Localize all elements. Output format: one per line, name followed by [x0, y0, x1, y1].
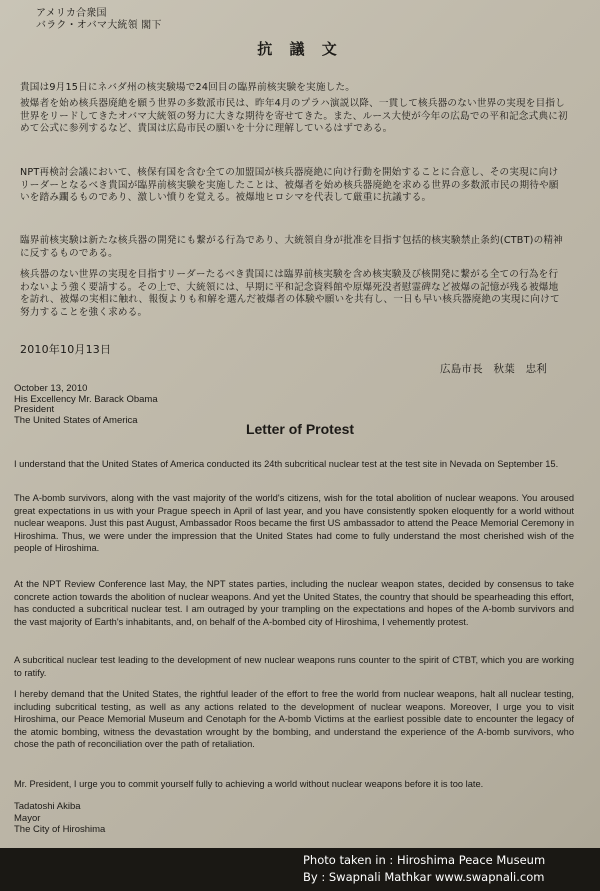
caption-credit: By : Swapnali Mathkar www.swapnali.com	[303, 870, 545, 884]
en-address-line: President	[14, 404, 55, 415]
jp-paragraph: 被爆者を始め核兵器廃絶を願う世界の多数派市民は、昨年4月のプラハ演説以降、一貫して核兵器のない世界の実現を目指し世界をリードしてきたオバマ大統領の努力に大きな期待を寄せてきた。また、ルース大使が今年の広島での平和記念式典に初めて公式に参列するなど、貴国は広島市民の願いを十分に理解しているはずである。	[20, 98, 568, 135]
jp-paragraph: 核兵器のない世界の実現を目指すリーダーたるべき貴国には臨界前核実験を含め核実験及び核開発に繋がる全ての行為を行わないよう強く要請する。その上で、大統領には、早期に平和記念資料館や原爆死没者慰霊碑など被爆の記憶が残る被爆地を訪れ、被爆の実相に触れ、報復よりも和解を選んだ被爆者の体験や願いを共有し、一日も早い核兵器廃絶の実現に向けて努力することを強く求める。	[20, 269, 560, 318]
photo-caption	[303, 852, 588, 886]
en-paragraph: I understand that the United States of America conducted its 24th subcritical nuclear test at the test site in Nevada on September 15.	[14, 459, 559, 469]
en-title: Letter of Protest	[245, 421, 355, 437]
jp-title: 抗 議 文	[257, 40, 343, 58]
caption-location: Photo taken in : Hiroshima Peace Museum	[303, 853, 546, 867]
jp-addressee-line: アメリカ合衆国	[36, 8, 107, 19]
en-paragraph: I hereby demand that the United States, the rightful leader of the effort to free the world from nuclear weapons, halt all nuclear testing, including subcritical testing, as well as any actions related to the development of nuclear weapons. Moreover, I urge you to visit Hiroshima, our Peace Memorial Museum and Cenotaph for the A-bomb Victims at the earliest possible date to encounter the legacy of the atomic bombing, witness the devastation wrought by the bombing, and understand the experience of the A-bomb survivors, who chose the path of reconciliation over the path of retaliation.	[14, 689, 574, 750]
jp-addressee-line: バラク・オバマ大統領 閣下	[36, 20, 162, 31]
en-address-line: His Excellency Mr. Barack Obama	[14, 393, 158, 405]
en-paragraph: Mr. President, I urge you to commit yourself fully to achieving a world without nuclear weapons before it is too late.	[14, 779, 484, 789]
en-address-line: The United States of America	[14, 414, 138, 426]
en-address-block	[14, 384, 158, 426]
jp-date: 2010年10月13日	[20, 343, 112, 356]
en-paragraph: The A-bomb survivors, along with the vast majority of the world's citizens, wish for the total abolition of nuclear weapons. You aroused great expectations in us with your Prague speech in April of last year, and you have consistently spoken eloquently for a world without nuclear weapons. Just this past August, Ambassador Roos became the first US ambassador to attend the Peace Memorial Ceremony in Hiroshima. Thus, we were under the impression that the United States had come to fully understand the most cherished wish of the people of Hiroshima.	[14, 493, 574, 554]
jp-paragraph: NPT再検討会議において、核保有国を含む全ての加盟国が核兵器廃絶に向け行動を開始することに合意し、その実現に向けリーダーとなるべき貴国が臨界前核実験を実施したことは、被爆者を始め核兵器廃絶を求める世界の多数派市民の期待や願いを踏み躙るものであり、激しい憤りを覚える。被爆地ヒロシマを代表して厳重に抗議する。	[20, 167, 559, 204]
en-signature-line: Tadatoshi Akiba	[14, 801, 81, 812]
en-paragraph: A subcritical nuclear test leading to the development of new nuclear weapons runs counter to the spirit of CTBT, which you are working to ratify.	[14, 655, 574, 678]
en-signature-block	[14, 801, 105, 836]
jp-signature: 広島市長 秋葉 忠利	[440, 363, 547, 375]
en-address-line: October 13, 2010	[14, 383, 88, 394]
jp-paragraph: 貴国は9月15日にネバダ州の核実験場で24回目の臨界前核実験を実施した。	[20, 82, 356, 93]
jp-paragraph: 臨界前核実験は新たな核兵器の開発にも繋がる行為であり、大統領自身が批准を目指す包括的核実験禁止条約(CTBT)の精神に反するものである。	[20, 235, 563, 259]
en-signature-line: The City of Hiroshima	[14, 824, 106, 835]
jp-addressee	[36, 8, 162, 32]
en-signature-line: Mayor	[14, 812, 41, 824]
en-paragraph: At the NPT Review Conference last May, the NPT states parties, including the nuclear weapon states, decided by consensus to take concrete action towards the abolition of nuclear weapons. And yet the United States, the country that should be spearheading this effort, has conducted a subcritical nuclear test. I am outraged by your trampling on the expectations and hopes of the A-bomb survivors and the vast majority of Earth's inhabitants, and, on behalf of the A-bombed city of Hiroshima, I vehemently protest.	[14, 579, 574, 627]
